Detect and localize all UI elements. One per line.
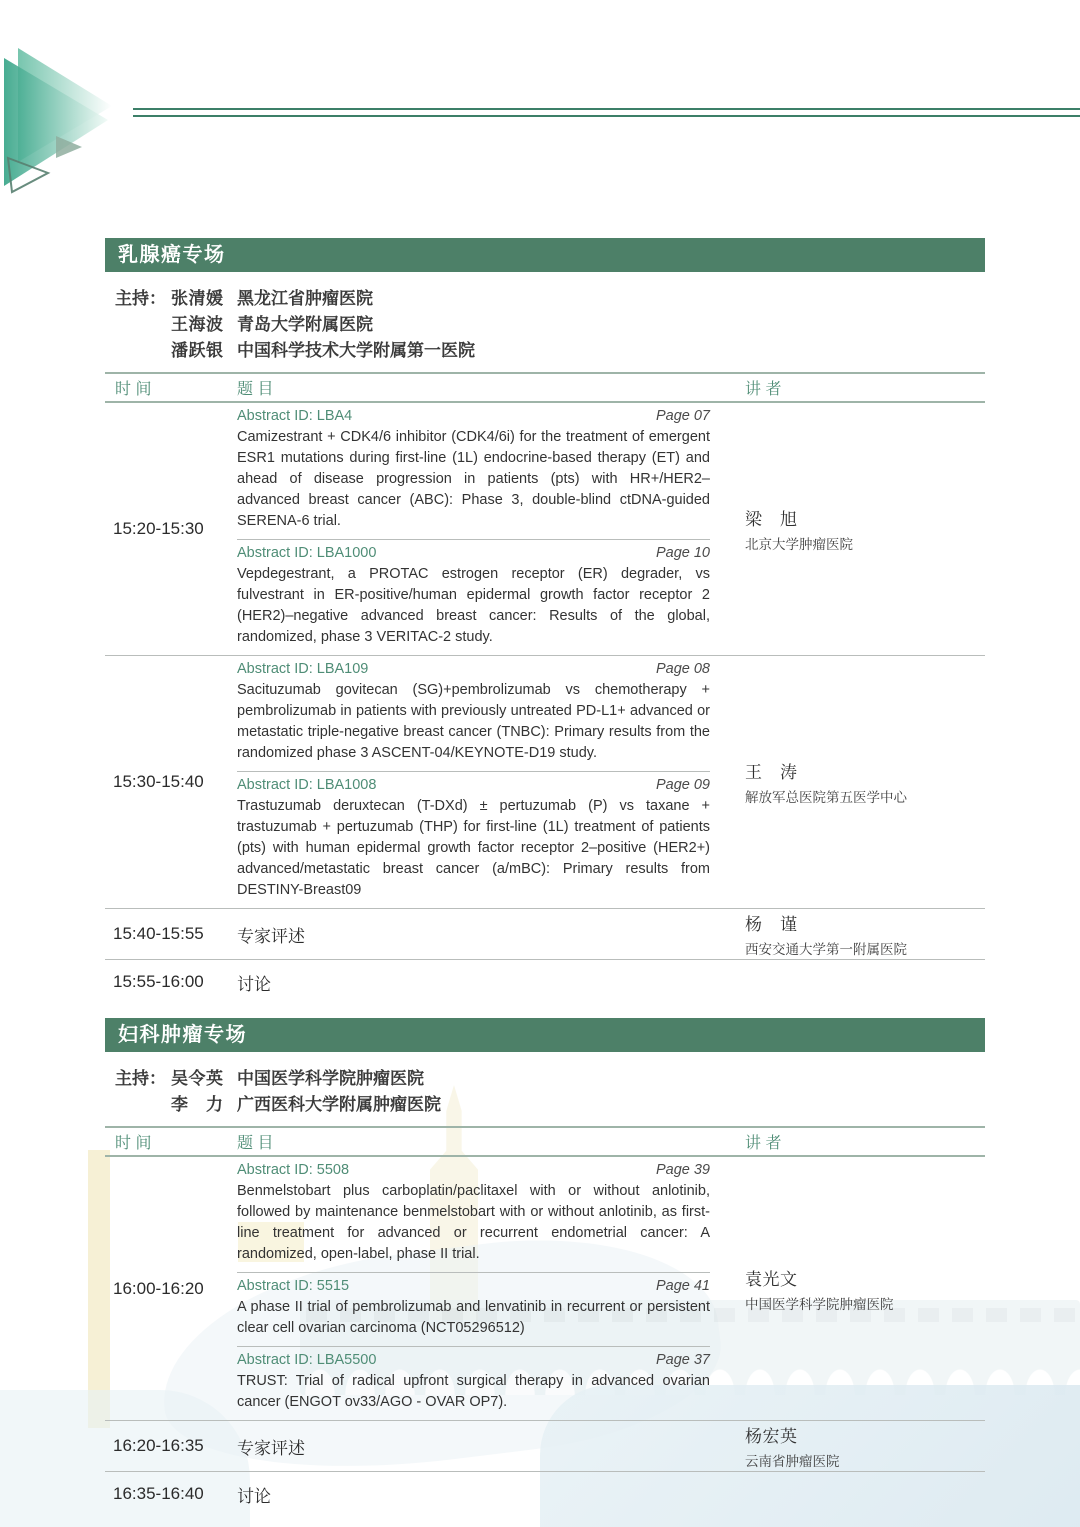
chair-affiliation: 广西医科大学附属肿瘤医院 bbox=[237, 1095, 441, 1114]
speaker-cell bbox=[737, 758, 985, 806]
session-title-bar bbox=[105, 238, 985, 272]
abstract-text: Benmelstobart plus carboplatin/paclitaxel with or without anlotinib, followed by maintenance benmelstobart with or without anlotinib, as first-line treatment for advanced or recurrent endometrial cancer: A randomized, open-label, phase II trial. bbox=[237, 1183, 710, 1262]
abstract-id: Abstract ID: LBA1008 bbox=[237, 777, 377, 793]
session-gynecologic-oncology bbox=[105, 1018, 985, 1516]
chairs-block bbox=[105, 286, 985, 364]
title-cell bbox=[237, 1157, 737, 1420]
abstract-id: Abstract ID: LBA5500 bbox=[237, 1352, 377, 1368]
program-content bbox=[105, 238, 985, 1516]
abstract-id: Abstract ID: LBA4 bbox=[237, 408, 353, 424]
time-cell: 15:55-16:00 bbox=[113, 972, 204, 991]
abstract-item bbox=[237, 403, 710, 539]
abstract-page: Page 10 bbox=[655, 545, 710, 561]
abstract-page: Page 09 bbox=[655, 777, 710, 793]
table-row bbox=[105, 1421, 985, 1472]
chair-name: 张清媛 bbox=[171, 289, 224, 308]
table-row bbox=[105, 909, 985, 960]
table-row bbox=[105, 1472, 985, 1516]
session-breast-cancer bbox=[105, 238, 985, 1004]
abstract-item bbox=[237, 771, 710, 908]
chair-affiliation: 青岛大学附属医院 bbox=[237, 315, 373, 334]
abstract-item bbox=[237, 539, 710, 655]
speaker-cell bbox=[737, 910, 985, 958]
abstract-page: Page 07 bbox=[655, 408, 710, 424]
chair-name: 吴令英 bbox=[171, 1069, 224, 1088]
abstract-item bbox=[237, 1272, 710, 1346]
speaker-affiliation: 北京大学肿瘤医院 bbox=[745, 537, 853, 552]
speaker-cell bbox=[737, 1422, 985, 1470]
column-header-time: 时 间 bbox=[115, 1135, 152, 1152]
column-header-time: 时 间 bbox=[115, 381, 152, 398]
chair-label: 主持： bbox=[115, 289, 166, 308]
speaker-cell bbox=[737, 1265, 985, 1313]
chairs-block bbox=[105, 1066, 985, 1118]
time-cell: 15:30-15:40 bbox=[113, 772, 204, 791]
session-title-bar bbox=[105, 1018, 985, 1052]
chair-affiliation: 中国科学技术大学附属第一医院 bbox=[237, 341, 475, 360]
table-row bbox=[105, 960, 985, 1004]
table-row bbox=[105, 656, 985, 909]
title-cell bbox=[237, 656, 737, 908]
chair-affiliation: 中国医学科学院肿瘤医院 bbox=[237, 1069, 424, 1088]
chair-row bbox=[105, 286, 985, 312]
abstract-id: Abstract ID: 5515 bbox=[237, 1278, 350, 1294]
time-cell: 16:35-16:40 bbox=[113, 1484, 204, 1503]
session-title: 乳腺癌专场 bbox=[118, 244, 226, 266]
speaker-affiliation: 西安交通大学第一附属医院 bbox=[745, 942, 907, 957]
chair-name: 李 力 bbox=[171, 1095, 224, 1114]
abstract-item bbox=[237, 656, 710, 771]
row-label: 讨论 bbox=[237, 1486, 271, 1506]
abstract-page: Page 08 bbox=[655, 661, 710, 677]
speaker-name: 杨宏英 bbox=[745, 1427, 798, 1446]
chair-row bbox=[105, 1066, 985, 1092]
speaker-affiliation: 解放军总医院第五医学中心 bbox=[745, 790, 907, 805]
table-row bbox=[105, 403, 985, 656]
speaker-name: 杨 谨 bbox=[745, 915, 798, 934]
abstract-page: Page 39 bbox=[655, 1162, 710, 1178]
chair-affiliation: 黑龙江省肿瘤医院 bbox=[237, 289, 373, 308]
abstract-text: Camizestrant + CDK4/6 inhibitor (CDK4/6i) for the treatment of emergent ESR1 mutations during first-line (1L) endocrine-based therapy (ET) and ahead of disease progression in patients (pts) with HR+/HER2– advanced breast cancer (ABC): Phase 3, double-blind ctDNA-guided SERENA-6 trial. bbox=[237, 429, 710, 529]
column-header-speaker: 讲 者 bbox=[745, 1135, 782, 1152]
abstract-text: Sacituzumab govitecan (SG)+pembrolizumab vs chemotherapy + pembrolizumab in patients with previously untreated PD-L1+ advanced or metastatic triple-negative breast cancer (TNBC): Primary results from the randomized phase 3 ASCENT-04/KEYNOTE-D19 study. bbox=[237, 682, 710, 761]
column-header-title: 题 目 bbox=[237, 1135, 274, 1152]
abstract-text: Trastuzumab deruxtecan (T-DXd) ± pertuzumab (P) vs taxane + trastuzumab + pertuzumab (THP) for first-line (1L) treatment of patients (pts) with human epidermal growth factor receptor 2–positive (HER2+) advanced/metastatic breast cancer (a/mBC): Primary results from DESTINY-Breast09 bbox=[237, 798, 710, 898]
speaker-name: 王 涛 bbox=[745, 763, 798, 782]
row-label: 专家评述 bbox=[237, 1438, 305, 1458]
table-header bbox=[105, 1126, 985, 1157]
time-cell: 16:20-16:35 bbox=[113, 1436, 204, 1455]
abstract-id: Abstract ID: LBA1000 bbox=[237, 545, 377, 561]
time-cell: 15:40-15:55 bbox=[113, 924, 204, 943]
abstract-page: Page 41 bbox=[655, 1278, 710, 1294]
corner-triangles-decoration bbox=[0, 40, 130, 210]
row-label: 专家评述 bbox=[237, 926, 305, 946]
chair-name: 潘跃银 bbox=[171, 341, 224, 360]
table-row bbox=[105, 1157, 985, 1421]
speaker-affiliation: 中国医学科学院肿瘤医院 bbox=[745, 1296, 894, 1312]
column-header-title: 题 目 bbox=[237, 381, 274, 398]
speaker-name: 梁 旭 bbox=[745, 510, 798, 529]
speaker-cell bbox=[737, 505, 985, 553]
abstract-text: A phase II trial of pembrolizumab and lenvatinib in recurrent or persistent clear cell ovarian carcinoma (NCT05296512) bbox=[237, 1299, 710, 1336]
abstract-item bbox=[237, 1346, 710, 1420]
abstract-page: Page 37 bbox=[655, 1352, 710, 1368]
title-cell bbox=[237, 403, 737, 655]
chair-row bbox=[105, 312, 985, 338]
abstract-id: Abstract ID: 5508 bbox=[237, 1162, 350, 1178]
chair-name: 王海波 bbox=[171, 315, 224, 334]
row-label: 讨论 bbox=[237, 974, 271, 994]
abstract-item bbox=[237, 1157, 710, 1272]
time-cell: 15:20-15:30 bbox=[113, 519, 204, 538]
speaker-affiliation: 云南省肿瘤医院 bbox=[745, 1454, 840, 1469]
session-title: 妇科肿瘤专场 bbox=[118, 1024, 247, 1046]
abstract-text: Vepdegestrant, a PROTAC estrogen receptor (ER) degrader, vs fulvestrant in ER-positive/human epidermal growth factor receptor 2 (HER2)–negative advanced breast cancer: Results of the global, randomized, phase 3 VERITAC-2 study. bbox=[237, 566, 710, 645]
header-double-line bbox=[133, 108, 1080, 117]
chair-label: 主持： bbox=[115, 1069, 166, 1088]
abstract-id: Abstract ID: LBA109 bbox=[237, 661, 369, 677]
table-header bbox=[105, 372, 985, 403]
chair-row bbox=[105, 1092, 985, 1118]
time-cell: 16:00-16:20 bbox=[113, 1278, 204, 1298]
chair-row bbox=[105, 338, 985, 364]
column-header-speaker: 讲 者 bbox=[745, 381, 782, 398]
abstract-text: TRUST: Trial of radical upfront surgical therapy in advanced ovarian cancer (ENGOT ov33/AGO - OVAR OP7). bbox=[237, 1373, 710, 1410]
speaker-name: 袁光文 bbox=[745, 1269, 798, 1289]
